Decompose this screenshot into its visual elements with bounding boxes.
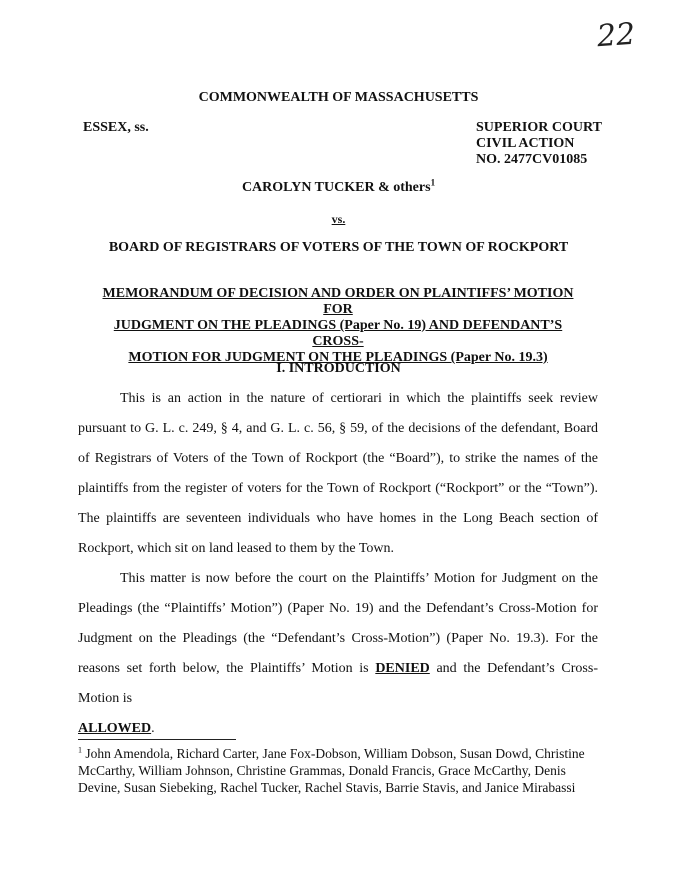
title-line: JUDGMENT ON THE PLEADINGS (Paper No. 19) AND DEFENDANT’S CROSS- xyxy=(113,318,563,349)
county-label: ESSEX, ss. xyxy=(83,120,149,135)
paragraph-disposition-middle: and the Defendant’s Cross-Motion is xyxy=(78,661,598,706)
footnote-ref: 1 xyxy=(430,177,436,188)
court-name: SUPERIOR COURT xyxy=(476,120,602,135)
body-text xyxy=(78,384,598,744)
title-line: MEMORANDUM OF DECISION AND ORDER ON PLAINTIFFS’ MOTION FOR xyxy=(102,286,574,317)
defendant-name: BOARD OF REGISTRARS OF VOTERS OF THE TOWN OF ROCKPORT xyxy=(108,240,569,255)
plaintiff-name: CAROLYN TUCKER & others xyxy=(241,180,431,195)
paragraph-intro: This is an action in the nature of certiorari in which the plaintiffs seek review pursuant to G. L. c. 249, § 4, and G. L. c. 56, § 59, of the decisions of the defendant, Board of Registrars of Voters of the Town of Rockport (the “Board”), to strike the names of the plaintiffs from the register of voters for the Town of Rockport (“Rockport” or the “Town”). The plaintiffs are seventeen individuals who have homes in the Long Beach section of Rockport, which sit on land leased to them by the Town. xyxy=(78,391,598,556)
action-type: CIVIL ACTION xyxy=(476,136,575,151)
court-block xyxy=(476,120,602,168)
footnote-number: 1 xyxy=(78,745,82,755)
docket-number: NO. 2477CV01085 xyxy=(476,152,588,167)
footnote xyxy=(78,745,598,796)
plaintiff-line xyxy=(0,177,677,196)
title-line: MOTION FOR JUDGMENT ON THE PLEADINGS (Paper No. 19.3) xyxy=(128,350,548,365)
memorandum-title xyxy=(96,286,580,366)
jurisdiction-heading: COMMONWEALTH OF MASSACHUSETTS xyxy=(198,90,479,105)
footnote-divider xyxy=(78,739,236,740)
paragraph-disposition xyxy=(78,564,598,744)
allowed-label: ALLOWED xyxy=(78,721,152,736)
denied-label: DENIED xyxy=(375,661,430,676)
paragraph-disposition-text: This matter is now before the court on the Plaintiffs’ Motion for Judgment on the Pleadings (the “Plaintiffs’ Motion”) (Paper No. 19) and the Defendant’s Cross-Motion for Judgment on the Pleadings (the “Defendant’s Cross-Motion”) (Paper No. 19.3). For the reasons set forth below, the Plaintiffs’ Motion is xyxy=(78,571,598,676)
section-heading: I. INTRODUCTION xyxy=(276,361,401,376)
paragraph-disposition-end: . xyxy=(151,721,155,736)
versus-label: vs. xyxy=(331,212,346,226)
page-marker: 22 xyxy=(595,16,637,55)
footnote-text: John Amendola, Richard Carter, Jane Fox-Dobson, William Dobson, Susan Dowd, Christine McCarthy, William Johnson, Christine Grammas, Donald Francis, Grace McCarthy, Denis Devine, Susan Siebeking, Rachel Tucker, Rachel Stavis, Barrie Stavis, and Janice Mirabassi xyxy=(78,746,585,795)
